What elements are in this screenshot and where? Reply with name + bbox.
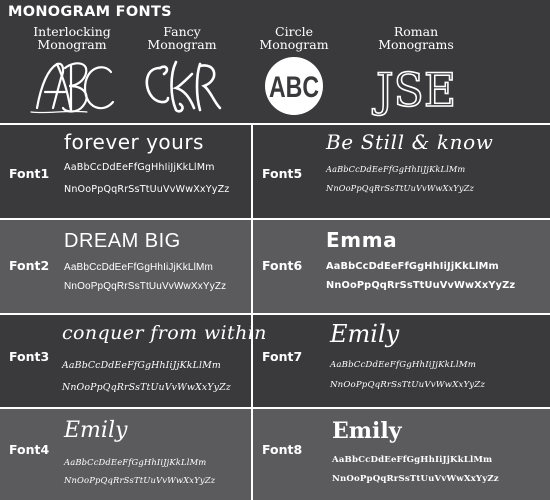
alphabet-line-1: AaBbCcDdEeFfGgHhIiJjKkLlMm — [64, 162, 215, 173]
monogram-interlocking — [22, 26, 122, 118]
font-label: Font8 — [262, 442, 303, 457]
monogram-circle — [252, 26, 336, 118]
alphabet-line-1: AaBbCcDdEeFfGgHhIiJjKkLlMm — [326, 164, 466, 174]
circle-letters: ABC — [269, 71, 319, 104]
divider-line — [0, 123, 550, 125]
monogram-label-line2: Monogram — [37, 36, 107, 52]
monogram-label-line1: Circle — [275, 24, 313, 39]
monogram-roman — [366, 26, 466, 118]
font-label: Font2 — [9, 258, 50, 273]
font-sample-text: Emily — [64, 418, 128, 443]
divider-line — [0, 313, 550, 315]
font-label: Font3 — [9, 349, 50, 364]
font-label: Font1 — [9, 166, 50, 181]
font-sample-text: Emma — [326, 228, 398, 252]
circle-monogram-graphic — [252, 56, 336, 118]
font-sample-text: conquer from within — [62, 322, 267, 344]
monogram-label-line2: Monogram — [259, 36, 329, 52]
divider-line — [0, 407, 550, 409]
alphabet-line-1: AaBbCcDdEeFfGgHhIiJjKkLlMm — [330, 360, 477, 370]
alphabet-line-1: AaBbCcDdEeFfGgHhIiJjKkLlMm — [62, 360, 221, 371]
alphabet-line-2: NnOoPpQqRrSsTtUuVvWwXxYyZz — [64, 184, 230, 195]
divider-line — [251, 123, 253, 500]
roman-monogram-graphic — [371, 56, 461, 118]
fancy-monogram-graphic — [140, 56, 224, 118]
monogram-fancy — [140, 26, 224, 118]
alphabet-line-2: NnOoPpQqRrSsTtUuVvWwXxYyZz — [64, 281, 227, 292]
roman-letters: JSE — [372, 63, 456, 117]
divider-line — [0, 218, 550, 220]
interlocking-monogram-graphic — [27, 56, 117, 118]
alphabet-line-2: NnOoPpQqRrSsTtUuVvWwXxYyZz — [326, 280, 516, 291]
monogram-label-line1: Roman — [393, 24, 439, 39]
alphabet-line-2: NnOoPpQqRrSsTtUuVvWwXxYyZz — [326, 183, 474, 193]
monogram-label-line2: Monograms — [378, 36, 454, 52]
page-title: MONOGRAM FONTS — [8, 4, 172, 20]
monogram-label-line1: Fancy — [163, 24, 201, 39]
font-sample-text: Emily — [330, 320, 400, 348]
alphabet-line-2: NnOoPpQqRrSsTtUuVvWwXxYyZz — [330, 380, 486, 390]
alphabet-line-2: NnOoPpQqRrSsTtUuVvWwXxYyZz — [332, 474, 499, 484]
alphabet-line-2: NnOoPpQqRrSsTtUuVvWwXxYyZz — [64, 475, 216, 485]
font-sample-text: Be Still & know — [326, 130, 494, 154]
alphabet-line-1: AaBbCcDdEeFfGgHhIiJjKkLlMm — [326, 261, 499, 272]
alphabet-line-1: AaBbCcDdEeFfGgHhIiJjKkLlMm — [64, 457, 207, 467]
font-sample-text: DREAM BIG — [64, 230, 181, 252]
font-label: Font7 — [262, 349, 303, 364]
font-sample-text: Emily — [332, 418, 402, 444]
alphabet-line-1: AaBbCcDdEeFfGgHhIiJjKkLlMm — [332, 455, 493, 465]
font-label: Font4 — [9, 442, 50, 457]
font-sample-text: forever yours — [64, 130, 204, 154]
alphabet-line-1: AaBbCcDdEeFfGgHhIiJjKkLlMm — [64, 262, 213, 273]
monogram-label-line2: Monogram — [147, 36, 217, 52]
font-label: Font5 — [262, 166, 303, 181]
alphabet-line-2: NnOoPpQqRrSsTtUuVvWwXxYyZz — [62, 382, 231, 393]
monogram-label-line1: Interlocking — [33, 24, 111, 39]
font-label: Font6 — [262, 258, 303, 273]
